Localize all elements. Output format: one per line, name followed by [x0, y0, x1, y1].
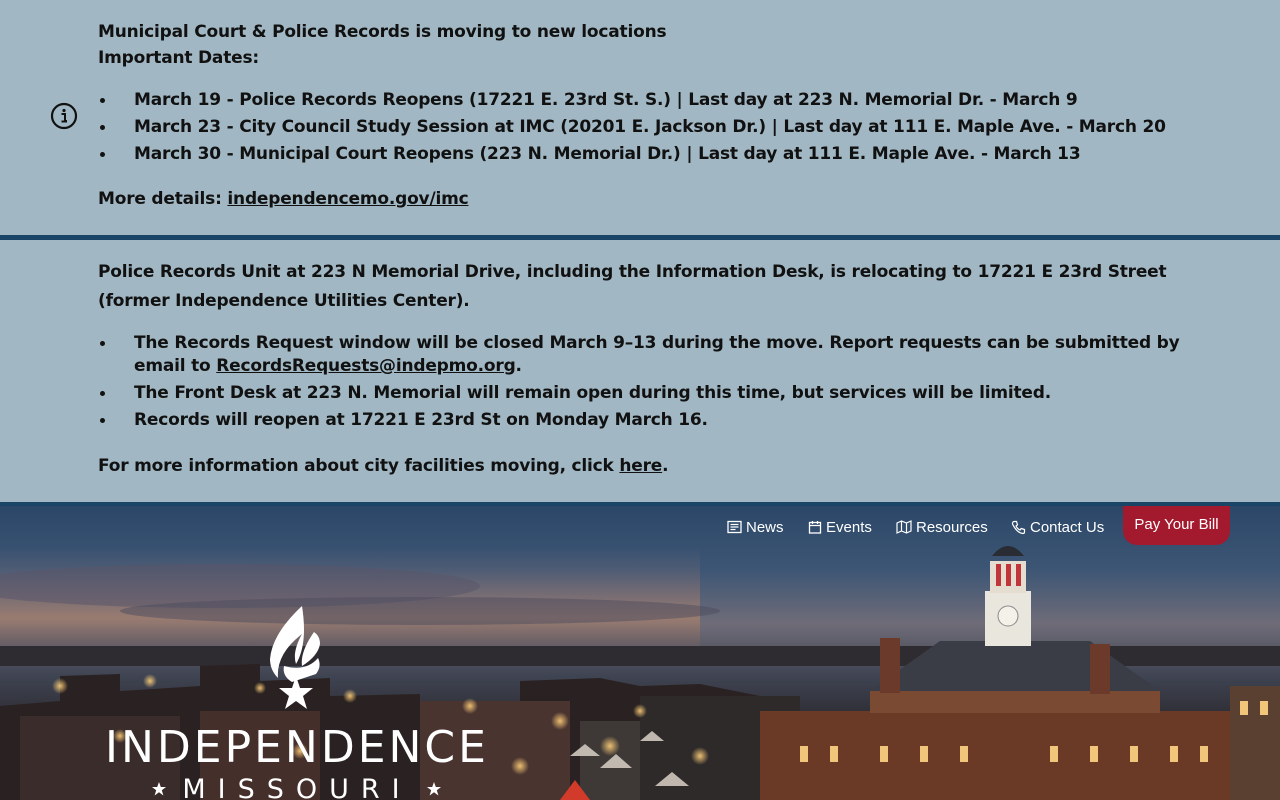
facilities-info [98, 453, 1188, 479]
nav-resources[interactable] [896, 516, 988, 538]
nav-contact[interactable] [1011, 516, 1104, 538]
list-item-end: . [515, 356, 522, 376]
star-icon [427, 782, 441, 796]
calendar-icon [808, 520, 822, 534]
alert-intro: Police Records Unit at 223 N Memorial Drive, including the Information Desk, is relocating to 17221 E 23rd Street (former Independence Utilities Center). [98, 262, 1167, 311]
records-info-list [98, 330, 1188, 434]
nav-resources-label: Resources [916, 518, 988, 536]
alert-content [98, 258, 1188, 479]
hero-banner [0, 506, 1280, 800]
more-details-label: More details: [98, 189, 228, 209]
alert-content [98, 19, 1198, 212]
flame-star-icon [262, 604, 332, 714]
facilities-info-label: For more information about city facilities moving, click [98, 456, 620, 476]
city-logo[interactable] [72, 604, 522, 800]
nav-news-label: News [746, 518, 784, 536]
list-item: The Front Desk at 223 N. Memorial will remain open during this time, but services will be limited. [98, 380, 1188, 407]
nav-contact-label: Contact Us [1030, 518, 1105, 536]
alert-subheading: Important Dates: [98, 48, 259, 68]
nav-events-label: Events [826, 518, 872, 536]
logo-wordmark: INDEPENDENCE [105, 722, 489, 773]
list-item: March 19 - Police Records Reopens (17221 E. 23rd St. S.) | Last day at 223 N. Memorial Dr. - March 9 [98, 87, 1198, 114]
list-item: March 30 - Municipal Court Reopens (223 N. Memorial Dr.) | Last day at 111 E. Maple Ave. - March 13 [98, 141, 1198, 168]
map-icon [896, 520, 912, 534]
alert-heading: Municipal Court & Police Records is moving to new locations [98, 22, 667, 42]
nav-events[interactable] [808, 516, 872, 538]
list-item: Records will reopen at 17221 E 23rd St on Monday March 16. [98, 407, 1188, 434]
logo-subtitle: MISSOURI [182, 774, 412, 800]
info-circle-icon [50, 102, 78, 130]
phone-icon [1011, 520, 1026, 535]
list-item-text: The Records Request window will be closed March 9–13 during the move. Report requests can be submitted by email to [134, 333, 1180, 376]
records-email-link[interactable]: RecordsRequests@indepmo.org [216, 356, 516, 376]
imc-link[interactable]: independencemo.gov/imc [227, 189, 469, 209]
facilities-info-end: . [662, 456, 669, 476]
important-dates-list [98, 87, 1198, 168]
newspaper-icon [727, 520, 742, 534]
star-icon [152, 782, 166, 796]
alert-banner-moving [0, 0, 1280, 235]
list-item [98, 330, 1188, 380]
more-details [98, 186, 1198, 212]
list-item: March 23 - City Council Study Session at IMC (20201 E. Jackson Dr.) | Last day at 111 E. Maple Ave. - March 20 [98, 114, 1198, 141]
nav-news[interactable] [727, 516, 784, 538]
here-link[interactable]: here [619, 456, 663, 476]
pay-your-bill-button[interactable]: Pay Your Bill [1123, 506, 1230, 545]
